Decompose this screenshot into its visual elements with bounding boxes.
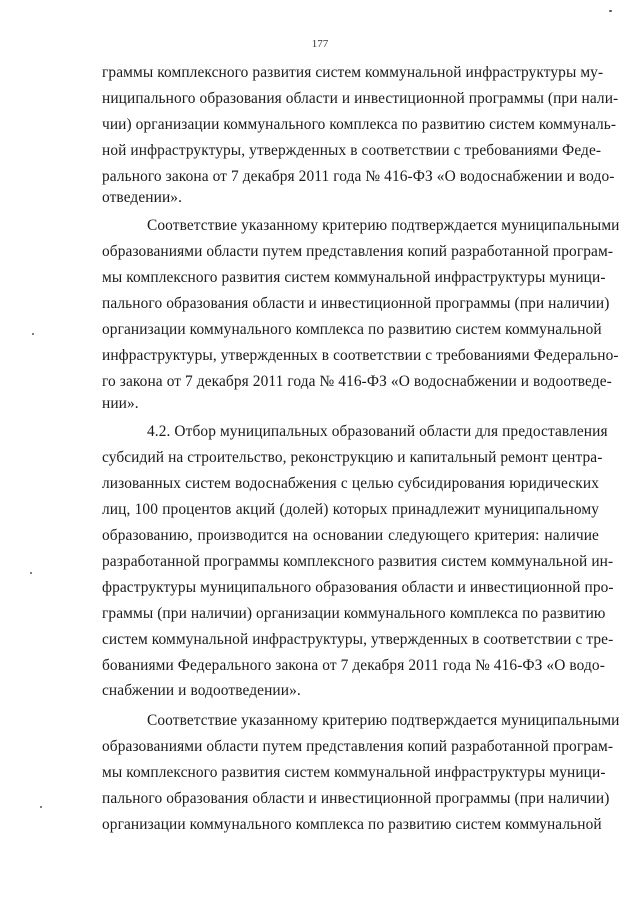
- text-line: фраструктуры муниципального образования области и инвестиционной про-: [102, 579, 614, 596]
- text-line: субсидий на строительство, реконструкцию и капитальный ремонт центра-: [102, 449, 603, 466]
- text-line: ной инфраструктуры, утвержденных в соответствии с требованиями Феде-: [102, 142, 602, 159]
- scan-speck: [609, 10, 612, 12]
- text-line: мы комплексного развития систем коммунальной инфраструктуры муници-: [102, 269, 606, 286]
- scan-speck: [30, 572, 32, 574]
- text-line: лизованных систем водоснабжения с целью субсидирования юридических: [102, 475, 599, 492]
- text-line: пального образования области и инвестиционной программы (при наличии): [102, 295, 610, 312]
- text-line: пального образования области и инвестиционной программы (при наличии): [102, 790, 610, 807]
- text-line: ниципального образования области и инвестиционной программы (при нали-: [102, 90, 619, 107]
- text-line: систем коммунальной инфраструктуры, утвержденных в соответствии с тре-: [102, 631, 614, 648]
- text-line: организации коммунального комплекса по развитию систем коммунальной: [102, 321, 602, 338]
- text-line: Соответствие указанному критерию подтверждается муниципальными: [147, 712, 620, 729]
- text-line: образованиями области путем представления копий разработанной програм-: [102, 738, 614, 755]
- text-line: организации коммунального комплекса по развитию систем коммунальной: [102, 816, 602, 833]
- text-line: инфраструктуры, утвержденных в соответствии с требованиями Федерально-: [102, 347, 619, 364]
- text-line: нии».: [102, 395, 139, 412]
- text-line: лиц, 100 процентов акций (долей) которых принадлежит муниципальному: [102, 501, 599, 518]
- text-line: бованиями Федерального закона от 7 декабря 2011 года № 416-ФЗ «О водо-: [102, 657, 605, 674]
- scan-speck: [32, 333, 34, 335]
- text-line: граммы (при наличии) организации коммунального комплекса по развитию: [102, 605, 606, 622]
- text-line: чии) организации коммунального комплекса по развитию систем коммуналь-: [102, 116, 617, 133]
- text-line: снабжении и водоотведении».: [102, 682, 301, 699]
- text-line: 4.2. Отбор муниципальных образований области для предоставления: [147, 423, 608, 440]
- page-number: 177: [311, 38, 329, 50]
- text-line: мы комплексного развития систем коммунальной инфраструктуры муници-: [102, 764, 606, 781]
- text-line: го закона от 7 декабря 2011 года № 416-ФЗ «О водоснабжении и водоотведе-: [102, 373, 612, 390]
- text-line: разработанной программы комплексного развития систем коммунальной ин-: [102, 553, 614, 570]
- text-line: образованию, производится на основании следующего критерия: наличие: [102, 527, 599, 544]
- text-line: Соответствие указанному критерию подтверждается муниципальными: [147, 217, 620, 234]
- text-line: рального закона от 7 декабря 2011 года № 416-ФЗ «О водоснабжении и водо-: [102, 168, 615, 185]
- text-line: образованиями области путем представления копий разработанной програм-: [102, 243, 614, 260]
- text-line: граммы комплексного развития систем коммунальной инфраструктуры му-: [102, 64, 604, 81]
- scan-speck: [40, 806, 42, 808]
- text-line: отведении».: [102, 189, 183, 206]
